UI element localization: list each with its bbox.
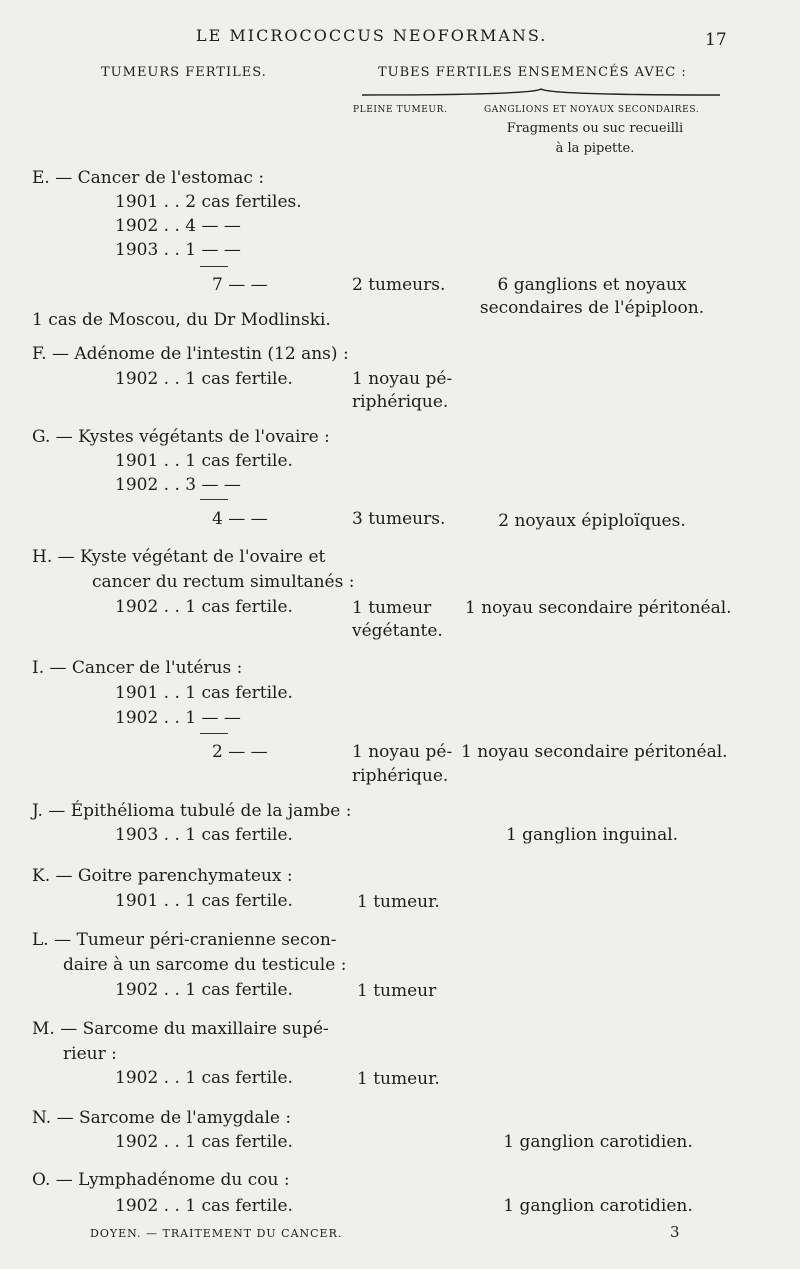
section-h-title-line2: cancer du rectum simultanés : (92, 572, 355, 592)
section-i-pleine-line1: 1 noyau pé- (352, 742, 453, 762)
section-i-sum-rule (200, 733, 228, 734)
section-i-row-1901: 1901 . . 1 cas fertile. (115, 683, 293, 703)
section-h-pleine-line1: 1 tumeur (352, 598, 432, 618)
section-m-title-line2: rieur : (63, 1044, 117, 1064)
section-m-row-1902: 1902 . . 1 cas fertile. (115, 1068, 293, 1088)
section-k-title: K. — Goitre parenchymateux : (32, 866, 293, 886)
section-h-row-1902: 1902 . . 1 cas fertile. (115, 597, 293, 617)
header-left: TUMEURS FERTILES. (101, 65, 267, 80)
section-g-total: 4 — — (212, 509, 268, 529)
section-e-row-1902: 1902 . . 4 — — (115, 216, 241, 236)
header-right: TUBES FERTILES ENSEMENCÉS AVEC : (378, 65, 687, 80)
page-number: 17 (705, 30, 727, 50)
section-e-extra-note: 1 cas de Moscou, du Dr Modlinski. (32, 310, 331, 330)
header-brace (362, 88, 720, 96)
section-l-row-1902: 1902 . . 1 cas fertile. (115, 980, 293, 1000)
section-m-title-line1: M. — Sarcome du maxillaire supé- (32, 1019, 329, 1039)
section-j-row-1903: 1903 . . 1 cas fertile. (115, 825, 293, 845)
section-h-gang: 1 noyau secondaire péritonéal. (465, 598, 732, 618)
section-k-pleine: 1 tumeur. (357, 892, 440, 912)
section-h-title-line1: H. — Kyste végétant de l'ovaire et (32, 547, 326, 567)
section-e-gang-line2: secondaires de l'épiploon. (479, 298, 705, 318)
section-f-row-1902: 1902 . . 1 cas fertile. (115, 369, 293, 389)
section-f-pleine-line1: 1 noyau pé- (352, 369, 453, 389)
section-i-row-1902: 1902 . . 1 — — (115, 708, 241, 728)
subheader-note-line2: à la pipette. (555, 141, 635, 156)
section-e-row-1903: 1903 . . 1 — — (115, 240, 241, 260)
section-j-title: J. — Épithélioma tubulé de la jambe : (32, 801, 352, 821)
section-k-row-1901: 1901 . . 1 cas fertile. (115, 891, 293, 911)
running-title: LE MICROCOCCUS NEOFORMANS. (196, 26, 548, 45)
subheader-note-line1: Fragments ou suc recueilli (506, 121, 684, 136)
subheader-pleine-tumeur: PLEINE TUMEUR. (353, 105, 448, 115)
section-e-title: E. — Cancer de l'estomac : (32, 168, 265, 188)
section-h-pleine-line2: végétante. (352, 621, 443, 641)
section-n-title: N. — Sarcome de l'amygdale : (32, 1108, 292, 1128)
section-o-gang: 1 ganglion carotidien. (503, 1196, 693, 1216)
section-g-sum-rule (200, 499, 228, 500)
section-m-pleine: 1 tumeur. (357, 1069, 440, 1089)
section-n-gang: 1 ganglion carotidien. (503, 1132, 693, 1152)
section-i-title: I. — Cancer de l'utérus : (32, 658, 243, 678)
section-i-total: 2 — — (212, 742, 268, 762)
section-e-row-1901: 1901 . . 2 cas fertiles. (115, 192, 302, 212)
signature-mark: 3 (670, 1223, 680, 1241)
section-o-title: O. — Lymphadénome du cou : (32, 1170, 290, 1190)
section-o-row-1902: 1902 . . 1 cas fertile. (115, 1196, 293, 1216)
section-l-title-line2: daire à un sarcome du testicule : (63, 955, 347, 975)
section-l-pleine: 1 tumeur (357, 981, 437, 1001)
page-footer: DOYEN. — TRAITEMENT DU CANCER. (90, 1227, 343, 1240)
section-e-gang-line1: 6 ganglions et noyaux (497, 275, 687, 295)
section-g-row-1901: 1901 . . 1 cas fertile. (115, 451, 293, 471)
section-g-gang: 2 noyaux épiploïques. (498, 511, 686, 531)
subheader-ganglions: GANGLIONS ET NOYAUX SECONDAIRES. (484, 105, 700, 115)
section-g-row-1902: 1902 . . 3 — — (115, 475, 241, 495)
section-l-title-line1: L. — Tumeur péri-cranienne secon- (32, 930, 337, 950)
section-e-total: 7 — — (212, 275, 268, 295)
section-f-title: F. — Adénome de l'intestin (12 ans) : (32, 344, 349, 364)
section-j-gang: 1 ganglion inguinal. (505, 825, 679, 845)
section-g-title: G. — Kystes végétants de l'ovaire : (32, 427, 330, 447)
section-e-sum-rule (200, 266, 228, 267)
section-f-pleine-line2: riphérique. (352, 392, 449, 412)
section-i-pleine-line2: riphérique. (352, 766, 449, 786)
section-i-gang: 1 noyau secondaire péritonéal. (461, 742, 728, 762)
section-n-row-1902: 1902 . . 1 cas fertile. (115, 1132, 293, 1152)
section-e-pleine: 2 tumeurs. (352, 275, 446, 295)
section-g-pleine: 3 tumeurs. (352, 509, 446, 529)
